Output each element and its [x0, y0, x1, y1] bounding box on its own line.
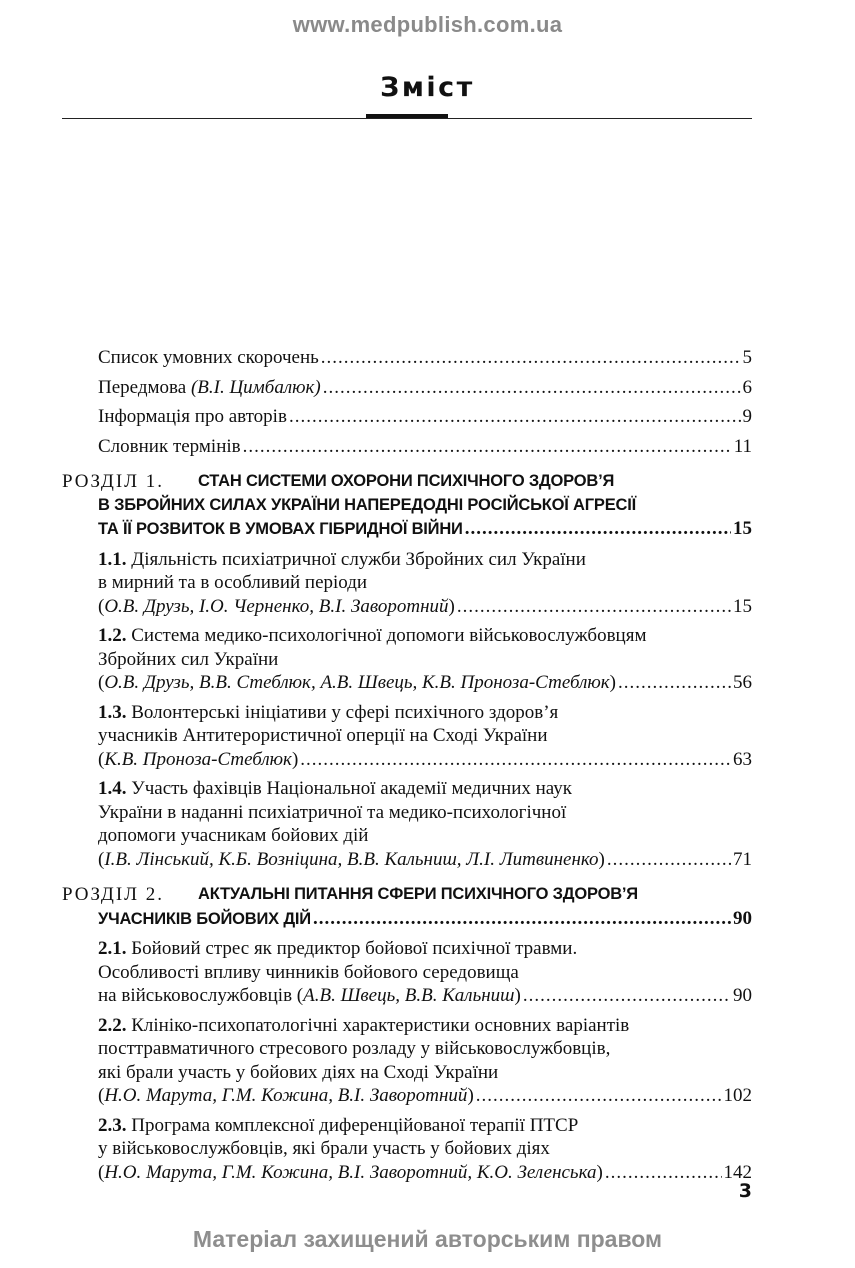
dot-leader: [300, 748, 731, 772]
page-ref: 11: [733, 435, 752, 457]
toc-entry-1-1[interactable]: [62, 548, 752, 619]
entry-title-line: Бойовий стрес як предиктор бойової психічної травми.: [131, 938, 578, 959]
page-ref: 6: [742, 376, 752, 398]
entry-authors: К.В. Проноза-Стеблюк: [104, 748, 292, 770]
entry-authors: О.В. Друзь, І.О. Черненко, В.І. Заворотний: [104, 595, 449, 617]
entry-authors: Н.О. Марута, Г.М. Кожина, В.І. Заворотний, К.О. Зеленська: [104, 1161, 597, 1183]
entry-paren: ): [448, 595, 455, 617]
entry-paren: (: [98, 748, 105, 770]
toc-entry-abbreviations[interactable]: [62, 346, 752, 370]
heading-underline: [366, 114, 448, 118]
entry-title-line: Діяльність психіатричної служби Збройних сил України: [131, 548, 586, 570]
entry-title-line: учасників Антитерористичної оперції на Сході України: [98, 725, 548, 746]
entry-number: 1.3.: [98, 701, 127, 723]
entry-paren: ): [467, 1085, 474, 1106]
entry-title: Передмова: [98, 376, 191, 398]
page-ref: 102: [723, 1085, 752, 1106]
entry-authors: Н.О. Марута, Г.М. Кожина, В.І. Заворотний: [104, 1085, 468, 1106]
dot-leader: [323, 376, 741, 400]
entry-paren: (: [98, 1161, 105, 1183]
toc-entry-2-2[interactable]: [62, 1014, 752, 1108]
section-label: РОЗДІЛ 2.: [62, 884, 165, 905]
entry-authors: О.В. Друзь, В.В. Стеблюк, А.В. Швець, К.В. Проноза-Стеблюк: [104, 672, 610, 693]
toc-entry-preface[interactable]: [62, 376, 752, 400]
entry-number: 1.4.: [98, 778, 127, 799]
entry-number: 1.1.: [98, 548, 127, 570]
entry-title-line: які брали участь у бойових діях на Сході України: [98, 1061, 499, 1083]
page-ref: 9: [742, 406, 752, 427]
page-ref: 5: [742, 347, 752, 368]
page-ref: 142: [723, 1161, 752, 1183]
entry-paren: ): [598, 848, 605, 870]
entry-paren: ): [609, 672, 616, 693]
dot-leader: [243, 435, 732, 459]
dot-leader: [465, 517, 731, 541]
page-ref: 71: [733, 848, 752, 870]
toc-entry-1-4[interactable]: [62, 777, 752, 871]
page-ref: 15: [733, 518, 752, 539]
section-title-line: УЧАСНИКІВ БОЙОВИХ ДІЙ: [98, 909, 311, 928]
entry-authors: А.В. Швець, В.В. Кальниш: [303, 985, 515, 1006]
entry-number: 2.1.: [98, 938, 127, 959]
section-title-line: АКТУАЛЬНІ ПИТАННЯ СФЕРИ ПСИХІЧНОГО ЗДОРОВ’Я: [198, 885, 638, 903]
entry-number: 1.2.: [98, 625, 127, 646]
entry-authors: І.В. Лінський, К.Б. Возніцина, В.В. Кальниш, Л.І. Литвиненко: [104, 848, 599, 870]
entry-title-line: України в наданні психіатричної та медико-психологічної: [98, 801, 567, 823]
entry-paren: (: [98, 1085, 105, 1106]
entry-author: (В.І. Цимбалюк): [190, 376, 321, 398]
section-label: РОЗДІЛ 1.: [62, 471, 165, 492]
entry-title: Список умовних скорочень: [98, 347, 319, 368]
heading-rule: [62, 118, 752, 119]
entry-paren: ): [291, 748, 299, 770]
entry-paren: (: [98, 672, 105, 693]
toc-entry-1-3[interactable]: [62, 701, 752, 772]
page-ref: 90: [733, 985, 752, 1006]
section-title-line: СТАН СИСТЕМИ ОХОРОНИ ПСИХІЧНОГО ЗДОРОВ’Я: [198, 472, 615, 490]
dot-leader: [313, 907, 731, 931]
dot-leader: [523, 984, 731, 1008]
entry-title-line: посттравматичного стресового розладу у військовослужбовців,: [98, 1038, 611, 1059]
entry-title-line: Програма комплексної диференційованої терапії ПТСР: [131, 1114, 579, 1136]
page-ref: 15: [733, 595, 752, 617]
page-ref: 56: [733, 672, 752, 693]
dot-leader: [289, 405, 741, 429]
entry-title-line: допомоги учасникам бойових дій: [98, 825, 369, 846]
dot-leader: [457, 595, 731, 619]
dot-leader: [321, 346, 741, 370]
section-title-line: ТА ЇЇ РОЗВИТОК В УМОВАХ ГІБРИДНОЇ ВІЙНИ: [98, 520, 463, 538]
entry-title-line: Волонтерські ініціативи у сфері психічного здоров’я: [131, 701, 559, 723]
table-of-contents: [62, 346, 752, 1190]
site-url: www.medpublish.com.ua: [292, 12, 563, 37]
toc-section-1[interactable]: [62, 470, 752, 542]
entry-title-line: в мирний та в особливий періоди: [98, 572, 368, 593]
page-heading: Зміст: [380, 72, 475, 103]
toc-entry-authors-info[interactable]: [62, 405, 752, 429]
entry-paren: ): [596, 1161, 603, 1183]
entry-number: 2.3.: [98, 1114, 127, 1136]
toc-entry-2-3[interactable]: [62, 1114, 752, 1185]
entry-title-line: Система медико-психологічної допомоги військовослужбовцям: [131, 625, 647, 646]
entry-title-line: у військовослужбовців, які брали участь у бойових діях: [98, 1138, 550, 1159]
entry-title-line: Збройних сил України: [98, 648, 279, 670]
entry-title-line: Особливості впливу чинників бойового середовища: [98, 961, 519, 983]
toc-entry-2-1[interactable]: [62, 937, 752, 1008]
toc-entry-1-2[interactable]: [62, 624, 752, 695]
toc-section-2[interactable]: [62, 883, 752, 931]
section-title-line: В ЗБРОЙНИХ СИЛАХ УКРАЇНИ НАПЕРЕДОДНІ РОСІЙСЬКОЇ АГРЕСІЇ: [98, 495, 636, 514]
toc-entry-glossary[interactable]: [62, 435, 752, 459]
entry-paren: ): [514, 985, 521, 1006]
page-number: 3: [738, 1180, 752, 1202]
dot-leader: [607, 848, 731, 872]
copyright-notice: Матеріал захищений авторським правом: [192, 1226, 663, 1252]
entry-paren: (: [98, 848, 105, 870]
entry-number: 2.2.: [98, 1014, 127, 1036]
dot-leader: [618, 671, 731, 695]
entry-title: Інформація про авторів: [98, 406, 287, 427]
entry-title-line: Клініко-психопатологічні характеристики основних варіантів: [131, 1014, 630, 1036]
entry-title-line: Участь фахівців Національної академії медичних наук: [131, 778, 573, 799]
entry-title-line: на військовослужбовців (: [98, 985, 304, 1006]
entry-paren: (: [98, 595, 105, 617]
page-ref: 90: [733, 907, 752, 929]
entry-title: Словник термінів: [98, 435, 241, 457]
page-ref: 63: [733, 748, 752, 770]
dot-leader: [476, 1084, 722, 1108]
